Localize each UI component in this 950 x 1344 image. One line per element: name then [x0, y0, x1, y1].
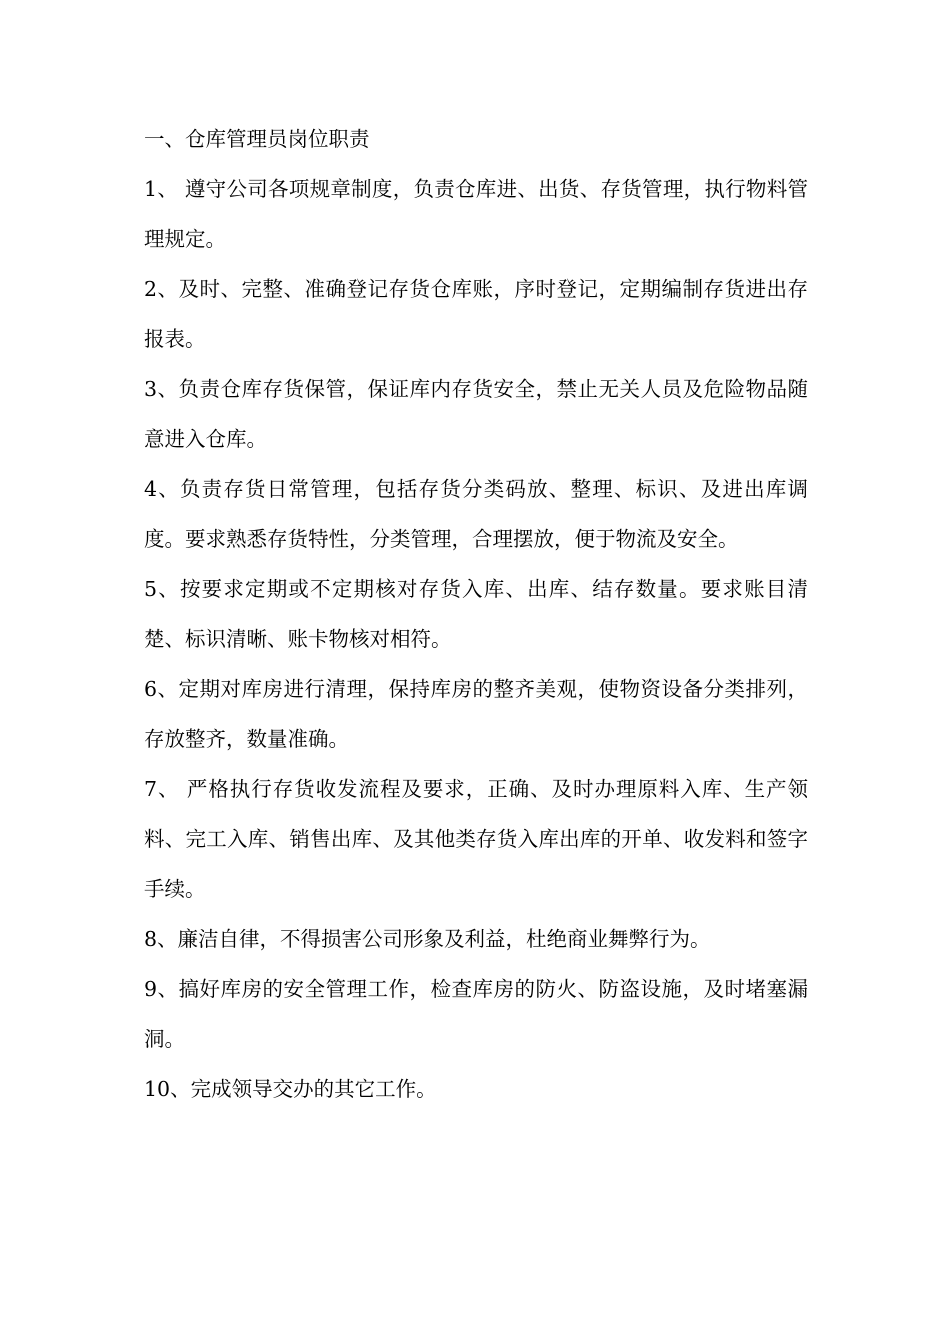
document-page — [144, 114, 808, 1114]
duty-item-2: 2、及时、完整、准确登记存货仓库账，序时登记，定期编制存货进出存报表。 — [144, 277, 808, 351]
duty-item-7: 7、 严格执行存货收发流程及要求，正确、及时办理原料入库、生产领料、完工入库、销售出库、及其他类存货入库出库的开单、收发料和签字手续。 — [144, 777, 808, 901]
duty-item-4: 4、负责存货日常管理，包括存货分类码放、整理、标识、及进出库调度。要求熟悉存货特性，分类管理，合理摆放，便于物流及安全。 — [144, 477, 808, 551]
duty-item-3: 3、负责仓库存货保管，保证库内存货安全，禁止无关人员及危险物品随意进入仓库。 — [144, 377, 808, 451]
duty-item-6: 6、定期对库房进行清理，保持库房的整齐美观，使物资设备分类排列，存放整齐，数量准确。 — [144, 677, 808, 751]
duty-item-1: 1、 遵守公司各项规章制度，负责仓库进、出货、存货管理，执行物料管理规定。 — [144, 177, 808, 251]
section-heading: 一、仓库管理员岗位职责 — [144, 127, 370, 151]
duty-item-10: 10、完成领导交办的其它工作。 — [144, 1077, 437, 1101]
duty-item-5: 5、按要求定期或不定期核对存货入库、出库、结存数量。要求账目清楚、标识清晰、账卡物核对相符。 — [144, 577, 808, 651]
duty-item-9: 9、搞好库房的安全管理工作，检查库房的防火、防盗设施，及时堵塞漏洞。 — [144, 977, 808, 1051]
duty-item-8: 8、廉洁自律，不得损害公司形象及利益，杜绝商业舞弊行为。 — [144, 927, 711, 951]
